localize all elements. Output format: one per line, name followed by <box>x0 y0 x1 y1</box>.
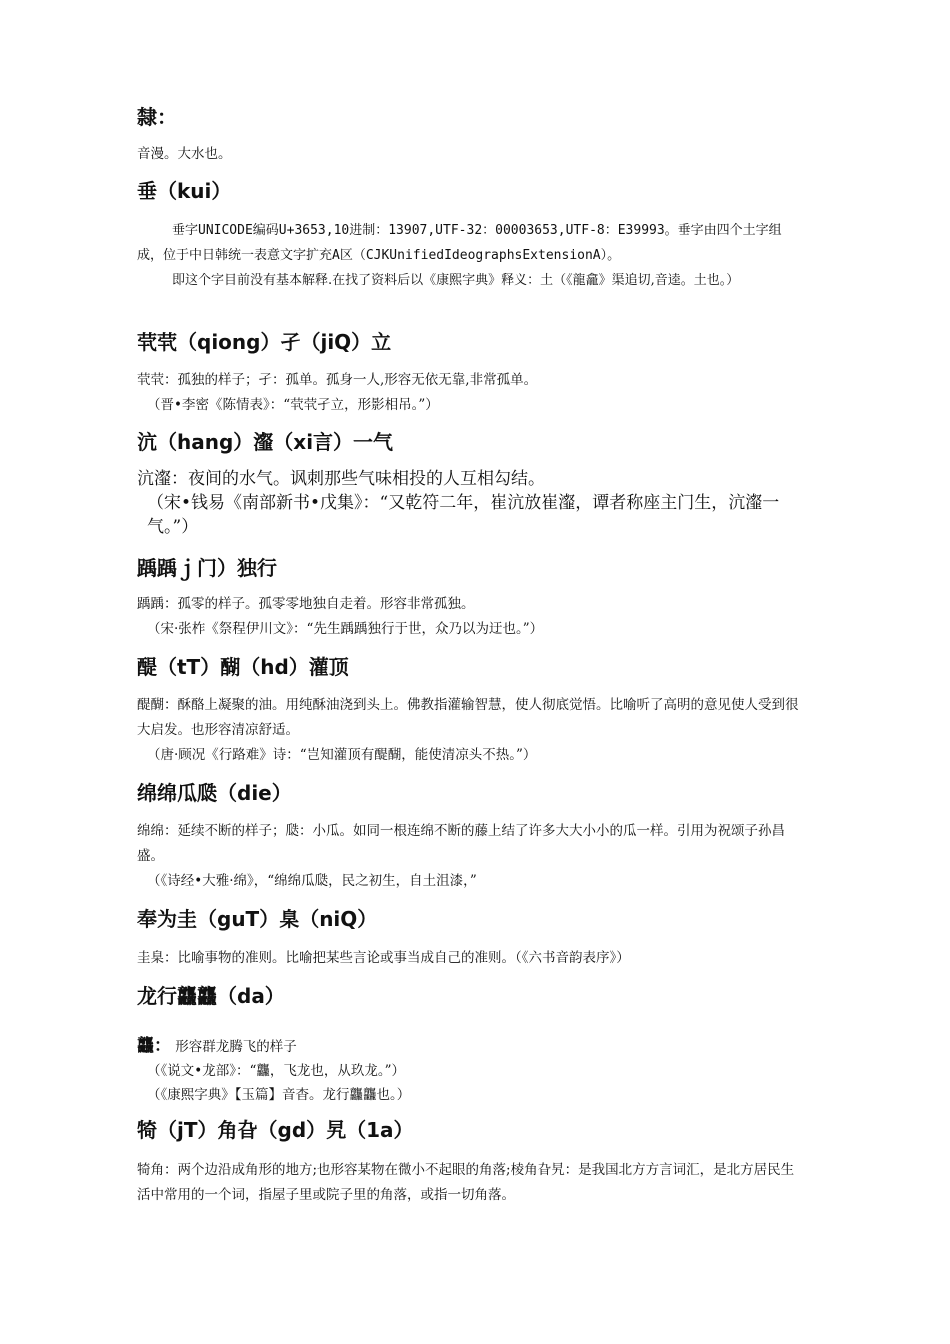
entry-definition <box>137 1034 807 1060</box>
entry-heading: 隸： <box>137 105 177 129</box>
entry-definition: 圭臬：比喻事物的准则。比喻把某些言论或事当成自己的准则。（《六书音韵表序》） <box>137 950 630 966</box>
entry-definition-text: 形容群龙腾飞的样子 <box>175 1039 297 1055</box>
entry-definition: 沆瀣：夜间的水气。讽刺那些气味相投的人互相勾结。 <box>137 469 545 489</box>
entry-quote: （《康熙字典》【玉篇】音杳。龙行龘龘也。） <box>147 1087 411 1103</box>
entry-quote: （唐·顾况《行路难》诗：“岂知灌顶有醍醐，能使清凉头不热。”） <box>147 747 537 763</box>
entry-heading: 奉为圭（guT）臬（niQ） <box>137 907 378 931</box>
entry-quote: （《说文•龙部》：“龘，飞龙也，从玖龙。”） <box>147 1063 406 1079</box>
entry-heading: 绵绵瓜瓞（die） <box>137 781 292 805</box>
entry-definition: 绵绵：延续不断的样子；瓞：小瓜。如同一根连绵不断的藤上结了许多大大小小的瓜一样。引用为祝颂子孙昌盛。 <box>137 823 785 864</box>
entry-term: 龘： <box>137 1036 171 1056</box>
entry-heading: 醍（tT）醐（hd）灌顶 <box>137 655 349 679</box>
entry-definition: 垂字UNICODE编码U+3653,10进制：13907,UTF-32：00003653,UTF-8：E39993。垂字由四个土字组成，位于中日韩统一表意文字扩充A区（CJKUnifiedIdeographsExtensionA）。 <box>137 223 782 263</box>
entry-definition: 犄角：两个边沿成角形的地方;也形容某物在微小不起眼的角落;棱角旮旯：是我国北方方言词汇，是北方居民生活中常用的一个词，指屋子里或院子里的角落，或指一切角落。 <box>137 1162 795 1203</box>
entry-definition: 即这个字目前没有基本解释.在找了资料后以《康熙字典》释义：土（《龍龕》渠追切,音逵。土也。） <box>172 273 740 288</box>
entry-heading: 踽踽ｊ门）独行 <box>137 556 277 580</box>
entry-heading: 沆（hang）瀣（xi言）一气 <box>137 430 394 454</box>
entry-quote: （宋·张柞《祭程伊川文》：“先生踽踽独行于世，众乃以为迂也。”） <box>147 621 544 637</box>
entry-quote: （《诗经•大雅·绵》，“绵绵瓜瓞，民之初生，自土沮漆，” <box>147 873 477 889</box>
entry-definition: 茕茕：孤独的样子；孑：孤单。孤身一人,形容无依无靠,非常孤单。 <box>137 372 538 388</box>
entry-heading: 茕茕（qiong）孑（jiQ）立 <box>137 330 392 354</box>
entry-definition: 踽踽：孤零的样子。孤零零地独自走着。形容非常孤独。 <box>137 596 475 612</box>
entry-heading: 垂（kui） <box>137 179 232 203</box>
entry-definition: 音漫。大水也。 <box>137 146 232 162</box>
entry-quote: （晋•李密《陈情表》：“茕茕孑立，形影相吊。”） <box>147 397 439 413</box>
entry-quote: （宋•钱易《南部新书•戊集》：“又乾符二年，崔沆放崔瀣，谭者称座主门生，沆瀣一气。”） <box>147 493 780 537</box>
entry-heading: 龙行龘龘（da） <box>137 984 285 1008</box>
entry-heading: 犄（jT）角旮（gd）旯（1a） <box>137 1118 414 1142</box>
entry-definition: 醍醐：酥酪上凝聚的油。用纯酥油浇到头上。佛教指灌输智慧，使人彻底觉悟。比喻听了高明的意见使人受到很大启发。也形容清凉舒适。 <box>137 697 799 738</box>
